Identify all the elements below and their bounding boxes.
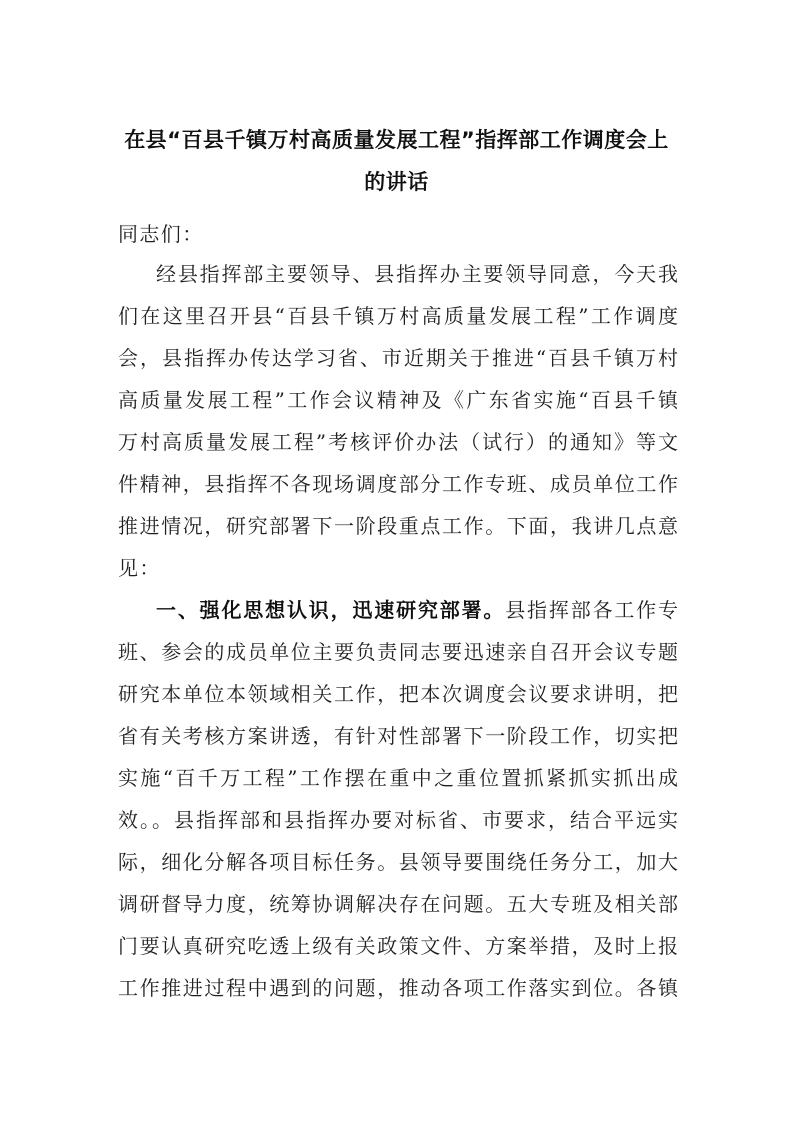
paragraph-2-line-5: 实施“百千万工程”工作摆在重中之重位置抓紧抓实抓出成 [118,766,678,790]
paragraph-2-line-7: 际，细化分解各项目标任务。县领导要围绕任务分工，加大 [118,850,678,874]
paragraph-2-line-8: 调研督导力度，统筹协调解决存在问题。五大专班及相关部 [118,892,678,916]
paragraph-2-line-1-rest: 县指挥部各工作专 [505,598,679,622]
paragraph-1-line-3: 会，县指挥办传达学习省、市近期关于推进“百县千镇万村 [118,346,678,370]
paragraph-1-line-4: 高质量发展工程”工作会议精神及《广东省实施“百县千镇 [118,388,678,412]
paragraph-2-line-4: 省有关考核方案讲透，有针对性部署下一阶段工作，切实把 [118,724,678,748]
paragraph-2-line-6: 效。。县指挥部和县指挥办要对标省、市要求，结合平远实 [118,808,678,832]
paragraph-2-line-3: 研究本单位本领域相关工作，把本次调度会议要求讲明，把 [118,682,678,706]
paragraph-2-line-9: 门要认真研究吃透上级有关政策文件、方案举措，及时上报 [118,934,678,958]
paragraph-1-line-5: 万村高质量发展工程”考核评价办法（试行）的通知》等文 [118,430,678,454]
paragraph-2-line-10: 工作推进过程中遇到的问题，推动各项工作落实到位。各镇 [118,976,678,1000]
section-heading: 一、强化思想认识，迅速研究部署。 [156,598,506,622]
paragraph-1-line-6: 件精神，县指挥不各现场调度部分工作专班、成员单位工作 [118,472,678,496]
document-title-line-2: 的讲话 [364,170,429,194]
paragraph-1-line-8: 见： [118,556,161,580]
document-title-line-1: 在县“百县千镇万村高质量发展工程”指挥部工作调度会上 [124,128,669,152]
salutation: 同志们： [118,222,204,246]
paragraph-2-line-2: 班、参会的成员单位主要负责同志要迅速亲自召开会议专题 [118,640,678,664]
paragraph-2-line-1 [118,590,678,630]
paragraph-1-line-7: 推进情况，研究部署下一阶段重点工作。下面，我讲几点意 [118,514,678,538]
paragraph-1-line-2: 们在这里召开县“百县千镇万村高质量发展工程”工作调度 [118,304,678,328]
paragraph-1-line-1: 经县指挥部主要领导、县指挥办主要领导同意，今天我 [156,262,678,286]
